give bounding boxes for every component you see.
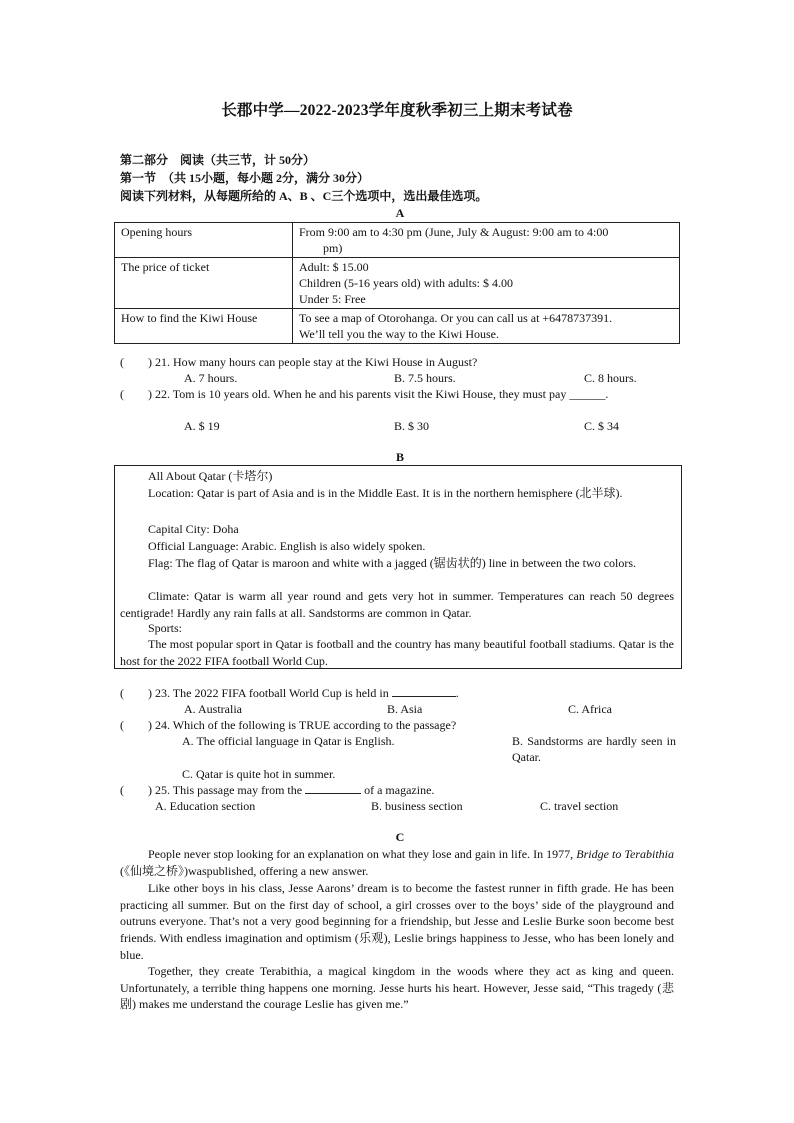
table-cell-value xyxy=(293,309,680,344)
option-c: C. 8 hours. xyxy=(584,371,637,385)
table-row xyxy=(115,309,680,344)
paragraph-1 xyxy=(120,846,674,879)
paragraph-1-start: People never stop looking for an explanation on what they lose and gain in life. In 1977, xyxy=(148,847,574,861)
table-cell-key: Opening hours xyxy=(115,223,293,258)
table-cell-key: The price of ticket xyxy=(115,258,293,309)
table-row xyxy=(115,258,680,309)
option-a: A. Australia xyxy=(184,702,242,716)
option-a: A. The official language in Qatar is English. xyxy=(182,734,395,748)
paragraph-3: Together, they create Terabithia, a magical kingdom in the woods where they act as king and queen. Unfortunately, a terrible thing happens one morning. Jesse hurts his heart. However, Jesse said, “This tragedy (悲剧) makes me understand the courage Leslie has given me.” xyxy=(120,964,674,1012)
question-24 xyxy=(120,717,676,733)
option-b: B. business section xyxy=(371,799,463,813)
table-row xyxy=(115,223,680,258)
question-22 xyxy=(120,386,700,402)
qatar-line: Sports: xyxy=(148,621,183,635)
answer-blank[interactable] xyxy=(392,685,456,697)
kiwi-house-table xyxy=(114,222,680,344)
question-stem: 25. This passage may from the xyxy=(155,783,303,797)
qatar-line: Climate: Qatar is warm all year round and gets very hot in summer. Temperatures can reach 50 degrees centigrade! Hardly any rain falls at all. Sandstorms are common in Qatar. xyxy=(120,589,674,620)
table-cell-value xyxy=(293,223,680,258)
instruction: 阅读下列材料，从每题所给的 A、B 、C三个选项中，选出最佳选项。 xyxy=(120,189,488,203)
question-stem: 21. How many hours can people stay at the Kiwi House in August? xyxy=(155,355,478,369)
answer-paren[interactable]: ( ) xyxy=(120,718,152,732)
paragraph-1-end: (《仙境之桥》)waspublished, offering a new answer. xyxy=(120,863,369,878)
table-cell-key: How to find the Kiwi House xyxy=(115,309,293,344)
table-cell-value xyxy=(293,258,680,309)
option-b: B. $ 30 xyxy=(394,419,430,433)
option-a: A. $ 19 xyxy=(184,419,220,433)
cell-line: Children (5-16 years old) with adults: $ 4.00 xyxy=(299,276,513,290)
question-25 xyxy=(120,782,676,798)
qatar-line: Official Language: Arabic. English is also widely spoken. xyxy=(148,539,426,553)
question-stem: 22. Tom is 10 years old. When he and his parents visit the Kiwi House, they must pay ______. xyxy=(155,387,609,401)
book-title: Bridge to Terabithia xyxy=(576,847,675,861)
qatar-line: The most popular sport in Qatar is football and the country has many beautiful football stadiums. Qatar is the host for the 2022 FIFA football World Cup. xyxy=(120,637,674,668)
answer-blank[interactable] xyxy=(305,782,361,794)
option-a: A. Education section xyxy=(155,799,256,813)
answer-paren[interactable]: ( ) xyxy=(120,686,152,700)
cell-line: Adult: $ 15.00 xyxy=(299,260,369,274)
cell-line: To see a map of Otorohanga. Or you can call us at +6478737391. xyxy=(299,311,613,325)
cell-line: Under 5: Free xyxy=(299,292,366,306)
option-b: B. 7.5 hours. xyxy=(394,371,456,385)
option-b-text: B. Sandstorms are hardly seen in Qatar. xyxy=(512,734,676,764)
cell-line: pm) xyxy=(323,241,343,255)
passage-a-label: A xyxy=(395,206,405,220)
answer-paren[interactable]: ( ) xyxy=(120,783,152,797)
question-stem-after: of a magazine. xyxy=(364,783,435,797)
passage-b-label: B xyxy=(395,450,404,464)
option-b xyxy=(512,733,676,765)
cell-line: We’ll tell you the way to the Kiwi House. xyxy=(299,327,499,341)
qatar-line: Capital City: Doha xyxy=(148,522,239,536)
option-c: C. Africa xyxy=(568,702,612,716)
answer-paren[interactable]: ( ) xyxy=(120,355,152,369)
question-stem: 23. The 2022 FIFA football World Cup is held in xyxy=(155,686,389,700)
cell-line: From 9:00 am to 4:30 pm (June, July & August: 9:00 am to 4:00 xyxy=(299,225,609,239)
question-23: ( ) 23. The 2022 FIFA football World Cup is held in . xyxy=(120,686,459,700)
part-heading: 第二部分 阅读（共三节，计 50分） xyxy=(120,153,316,167)
answer-paren[interactable]: ( ) xyxy=(120,387,152,401)
qatar-line: All About Qatar (卡塔尔) xyxy=(148,469,273,483)
question-21 xyxy=(120,354,676,370)
question-stem: 24. Which of the following is TRUE according to the passage? xyxy=(155,718,457,732)
page-title: 长郡中学—2022-2023学年度秋季初三上期末考试卷 xyxy=(221,102,573,119)
passage-c-label: C xyxy=(395,830,405,844)
option-a: A. 7 hours. xyxy=(184,371,238,385)
paragraph-2: Like other boys in his class, Jesse Aarons’ dream is to become the fastest runner in fifth grade. He has been practicing all summer. But on the first day of school, a girl crosses over to the boys’ side of the playground and outruns everyone. That’s not a very good beginning for a friendship, but Jesse and Leslie Burke soon become best friends. With endless imagination and optimism (乐观), Leslie brings happiness to Jesse, who has been lonely and blue. xyxy=(120,881,674,962)
qatar-line: Location: Qatar is part of Asia and is in the Middle East. It is in the northern hemisphere (北半球). xyxy=(148,486,623,500)
section-heading: 第一节 （共 15小题，每小题 2分，满分 30分） xyxy=(120,171,370,185)
qatar-line: Flag: The flag of Qatar is maroon and white with a jagged (锯齿状的) line in between the two colors. xyxy=(148,556,636,570)
option-c: C. Qatar is quite hot in summer. xyxy=(182,767,336,781)
option-b: B. Asia xyxy=(387,702,423,716)
option-c: C. $ 34 xyxy=(584,419,620,433)
option-c: C. travel section xyxy=(540,799,619,813)
